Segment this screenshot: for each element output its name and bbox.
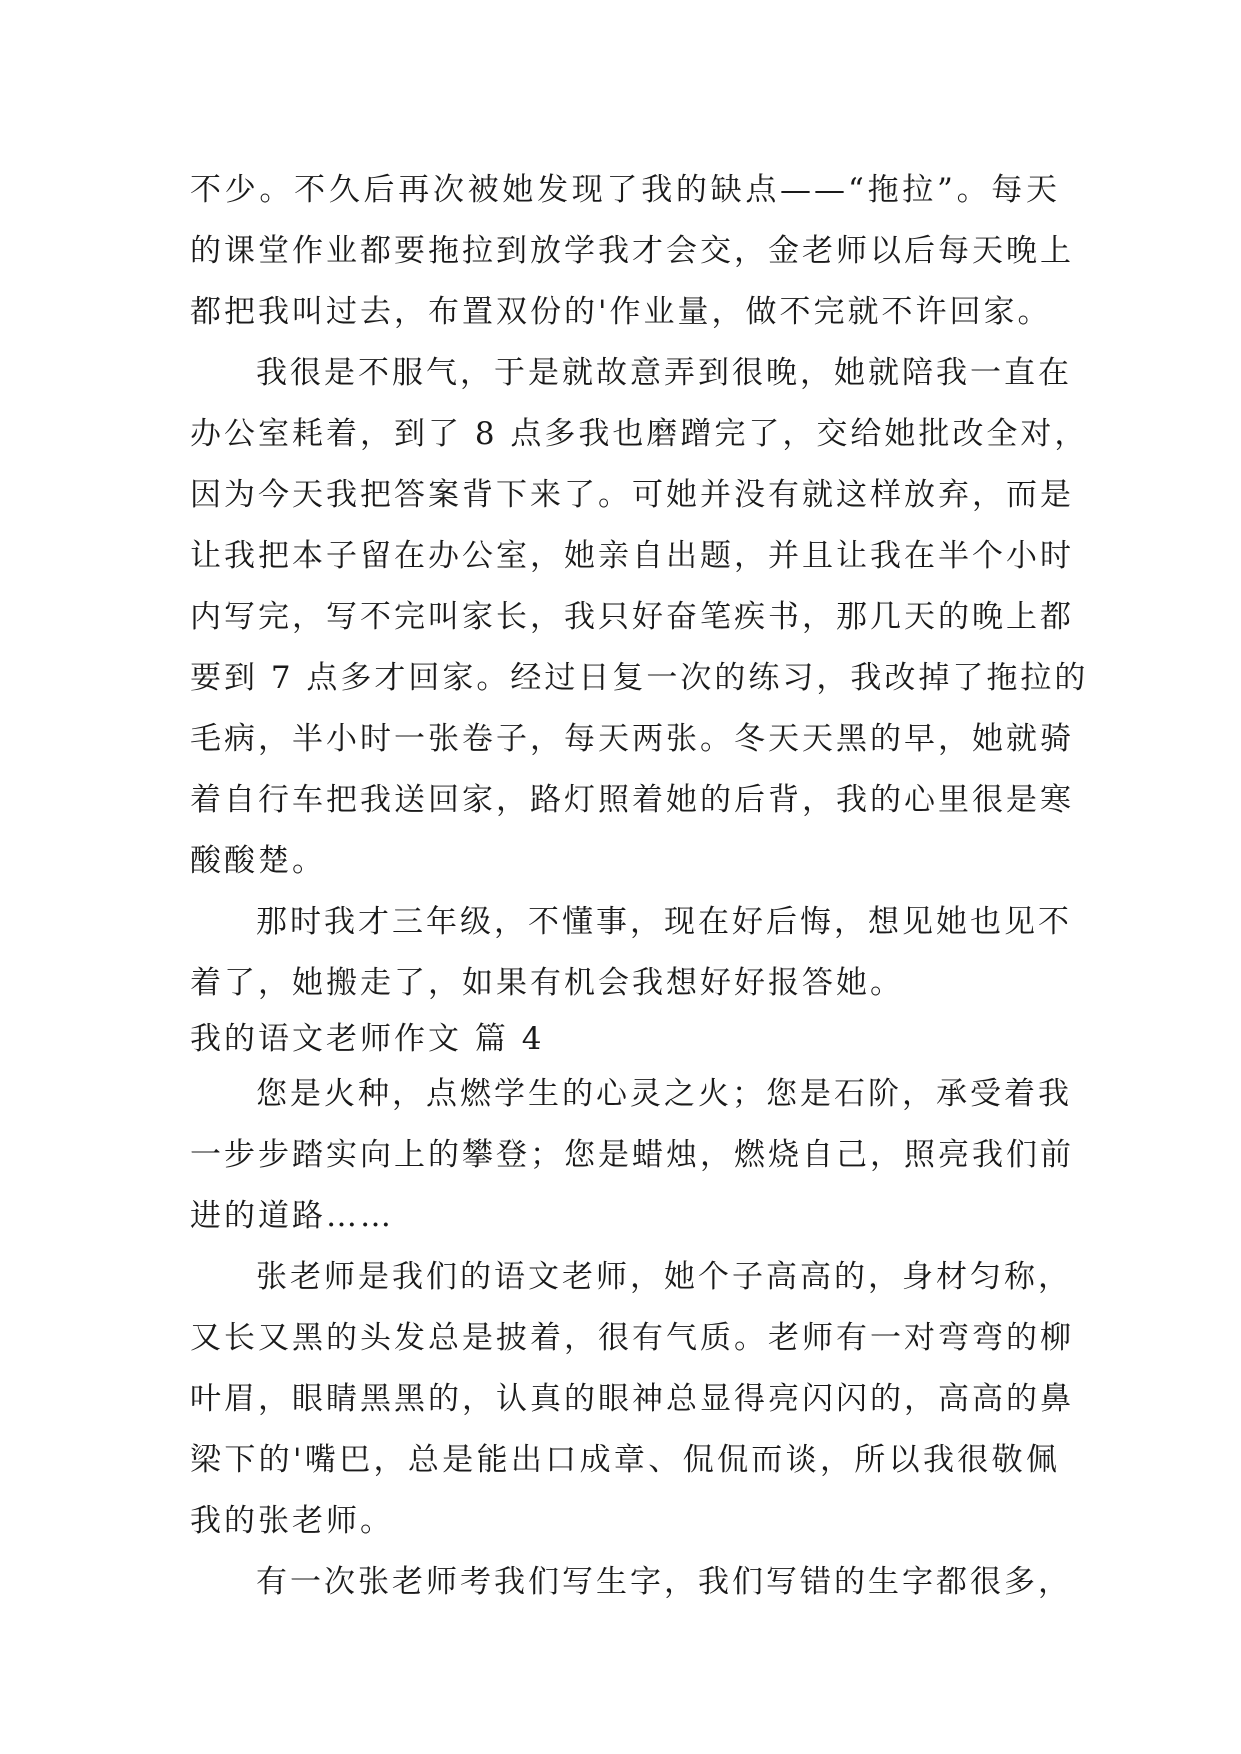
paragraph — [190, 892, 1072, 1014]
text-line: 酸酸楚。 — [190, 843, 326, 879]
text-line: 着自行车把我送回家，路灯照着她的后背，我的心里很是寒 — [190, 782, 1074, 818]
text-line: 张老师是我们的语文老师，她个子高高的，身材匀称， — [256, 1259, 1072, 1295]
document-body — [190, 160, 1089, 1613]
text-line: 都把我叫过去，布置双份的'作业量，做不完就不许回家。 — [190, 294, 1052, 330]
text-line: 着了，她搬走了，如果有机会我想好好报答她。 — [190, 965, 904, 1001]
paragraph — [190, 160, 1074, 343]
text-line: 又长又黑的头发总是披着，很有气质。老师有一对弯弯的柳 — [190, 1320, 1074, 1356]
text-line: 进的道路…… — [190, 1198, 394, 1234]
text-line: 不少。不久后再次被她发现了我的缺点——“拖拉”。每天 — [190, 172, 1060, 208]
text-line: 内写完，写不完叫家长，我只好奋笔疾书，那几天的晚上都 — [190, 599, 1074, 635]
section-heading: 我的语文老师作文 篇 4 — [190, 1021, 545, 1057]
text-line: 毛病，半小时一张卷子，每天两张。冬天天黑的早，她就骑 — [190, 721, 1074, 757]
text-line: 因为今天我把答案背下来了。可她并没有就这样放弃，而是 — [190, 477, 1074, 513]
text-line: 那时我才三年级，不懂事，现在好后悔，想见她也见不 — [256, 904, 1072, 940]
paragraph — [190, 1552, 1072, 1613]
text-line: 的课堂作业都要拖拉到放学我才会交，金老师以后每天晚上 — [190, 233, 1074, 269]
paragraph — [190, 1247, 1074, 1552]
text-line: 我很是不服气，于是就故意弄到很晚，她就陪我一直在 — [256, 355, 1072, 391]
text-line: 您是火种，点燃学生的心灵之火；您是石阶，承受着我 — [256, 1076, 1072, 1112]
text-line: 我的张老师。 — [190, 1503, 394, 1539]
text-line: 让我把本子留在办公室，她亲自出题，并且让我在半个小时 — [190, 538, 1074, 574]
text-line: 一步步踏实向上的攀登；您是蜡烛，燃烧自己，照亮我们前 — [190, 1137, 1074, 1173]
text-line: 梁下的'嘴巴，总是能出口成章、侃侃而谈，所以我很敬佩 — [190, 1442, 1060, 1478]
text-line: 叶眉，眼睛黑黑的，认真的眼神总显得亮闪闪的，高高的鼻 — [190, 1381, 1074, 1417]
text-line: 有一次张老师考我们写生字，我们写错的生字都很多， — [256, 1564, 1072, 1600]
paragraph — [190, 343, 1089, 892]
text-line: 要到 7 点多才回家。经过日复一次的练习，我改掉了拖拉的 — [190, 660, 1089, 696]
paragraph — [190, 1064, 1074, 1247]
text-line: 办公室耗着，到了 8 点多我也磨蹭完了，交给她批改全对， — [190, 416, 1089, 452]
